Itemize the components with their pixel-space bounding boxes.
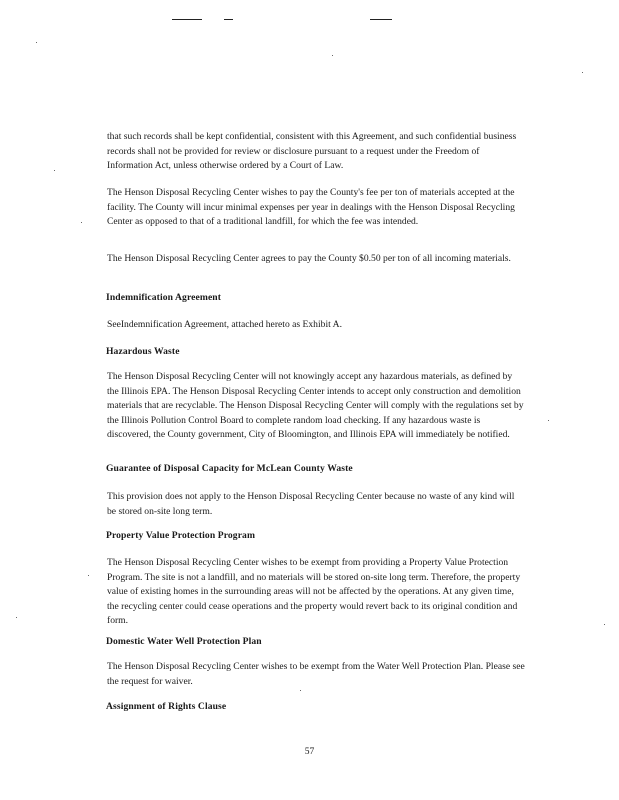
scan-speck <box>332 55 333 56</box>
heading-disposal-capacity: Guarantee of Disposal Capacity for McLean County Waste <box>106 463 353 474</box>
paragraph-confidential-records: that such records shall be kept confidential, consistent with this Agreement, and such confidential business records shall not be provided for review or disclosure pursuant to a request under the Freedom of Information Act, unless otherwise ordered by a Court of Law. <box>107 131 517 171</box>
heading-water-well: Domestic Water Well Protection Plan <box>106 636 262 647</box>
scan-speck <box>88 575 89 576</box>
scan-speck <box>604 624 605 625</box>
scan-speck <box>36 42 37 43</box>
paragraph-property-value: The Henson Disposal Recycling Center wishes to be exempt from providing a Property Value Protection Program. The site is not a landfill, and no materials will be stored on-site long term. Therefore, the property value of existing homes in the surrounding areas will not be affected by the operations. At any given time, the recycling center could cease operations and the property would revert back to its original condition and form. <box>107 557 521 626</box>
header-mark-left <box>172 19 202 20</box>
heading-assignment-rights: Assignment of Rights Clause <box>106 701 227 712</box>
heading-hazardous-waste: Hazardous Waste <box>106 346 180 357</box>
paragraph-fee-amount: The Henson Disposal Recycling Center agrees to pay the County $0.50 per ton of all incoming materials. <box>107 253 511 264</box>
paragraph-county-fee: The Henson Disposal Recycling Center wishes to pay the County's fee per ton of materials accepted at the facility. The County will incur minimal expenses per year in dealings with the Henson Disposal Recycling Center as opposed to that of a traditional landfill, for which the fee was intended. <box>107 187 515 227</box>
heading-property-value: Property Value Protection Program <box>106 530 256 541</box>
paragraph-water-well: The Henson Disposal Recycling Center wishes to be exempt from the Water Well Protection Plan. Please see the request for waiver. <box>107 661 525 687</box>
scan-speck <box>54 170 55 171</box>
scan-speck <box>16 617 17 618</box>
paragraph-hazardous-waste: The Henson Disposal Recycling Center will not knowingly accept any hazardous materials, as defined by the Illinois EPA. The Henson Disposal Recycling Center intends to accept only construction and demolition materials that are recyclable. The Henson Disposal Recycling Center will comply with the regulations set by the Illinois Pollution Control Board to complete random load checking. If any hazardous waste is discovered, the County government, City of Bloomington, and Illinois EPA will immediately be notified. <box>107 371 524 440</box>
scan-speck <box>548 420 549 421</box>
scan-speck <box>81 222 82 223</box>
scan-speck <box>300 690 301 691</box>
header-mark-mid <box>224 19 233 20</box>
header-mark-right <box>370 19 392 20</box>
scan-speck <box>582 72 583 73</box>
page-number: 57 <box>304 746 315 757</box>
paragraph-indemnification: SeeIndemnification Agreement, attached hereto as Exhibit A. <box>107 319 342 330</box>
paragraph-disposal-capacity: This provision does not apply to the Henson Disposal Recycling Center because no waste of any kind will be stored on-site long term. <box>107 491 515 517</box>
heading-indemnification: Indemnification Agreement <box>106 292 222 303</box>
